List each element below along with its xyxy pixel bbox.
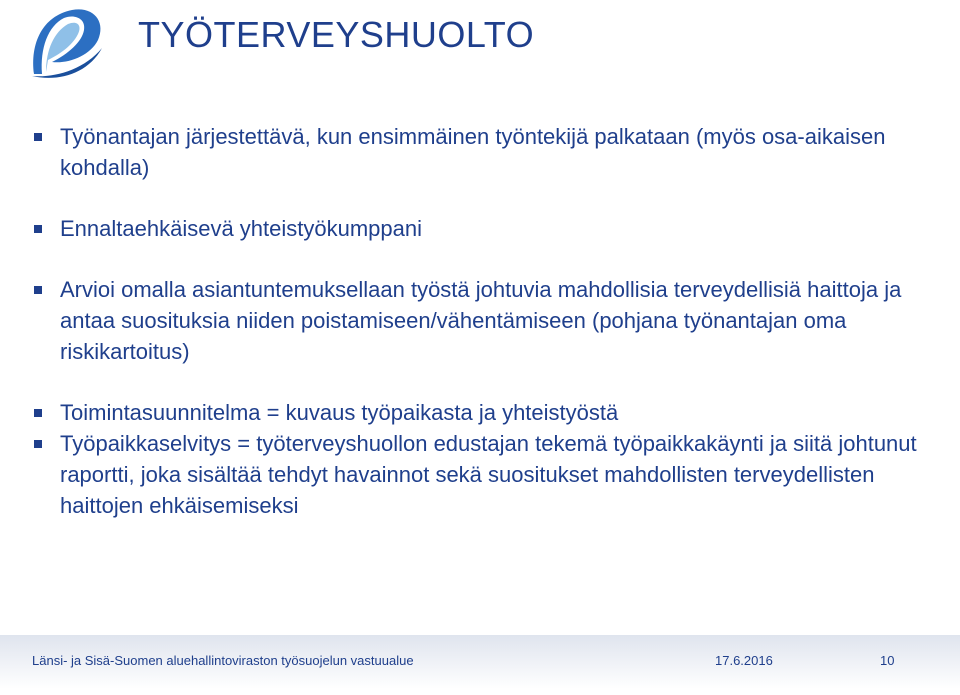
bullet-item-5 bbox=[34, 428, 934, 521]
bullet-item-1 bbox=[34, 121, 934, 183]
slide-title: TYÖTERVEYSHUOLTO bbox=[138, 14, 535, 55]
footer-date: 17.6.2016 bbox=[715, 653, 773, 668]
bullet-text-1: Työnantajan järjestettävä, kun ensimmäinen työntekijä palkataan (myös osa-aikaisen kohdalla) bbox=[60, 124, 886, 180]
bullet-item-3 bbox=[34, 274, 934, 367]
bullet-text-5: Työpaikkaselvitys = työterveyshuollon edustajan tekemä työpaikkakäynti ja siitä johtunut raportti, joka sisältää tehdyt havainnot sekä suositukset mahdollisten terveydellisten haittojen ehkäisemiseksi bbox=[60, 431, 917, 518]
square-bullet-icon bbox=[34, 133, 42, 141]
square-bullet-icon bbox=[34, 440, 42, 448]
page-number: 10 bbox=[880, 653, 895, 668]
bullet-item-2 bbox=[34, 213, 934, 244]
bullet-list bbox=[34, 121, 934, 521]
bullet-text-4: Toimintasuunnitelma = kuvaus työpaikasta ja yhteistyöstä bbox=[60, 400, 619, 425]
footer-organization: Länsi- ja Sisä-Suomen aluehallintoviraston työsuojelun vastuualue bbox=[32, 653, 414, 668]
square-bullet-icon bbox=[34, 409, 42, 417]
bullet-text-2: Ennaltaehkäisevä yhteistyökumppani bbox=[60, 216, 423, 241]
square-bullet-icon bbox=[34, 286, 42, 294]
avi-logo-icon bbox=[24, 4, 108, 80]
bullet-item-4 bbox=[34, 397, 934, 428]
square-bullet-icon bbox=[34, 225, 42, 233]
bullet-text-3: Arvioi omalla asiantuntemuksellaan työstä johtuvia mahdollisia terveydellisiä haittoja ja antaa suosituksia niiden poistamiseen/vähentämiseen (pohjana työnantajan oma riskikartoitus) bbox=[60, 277, 902, 364]
